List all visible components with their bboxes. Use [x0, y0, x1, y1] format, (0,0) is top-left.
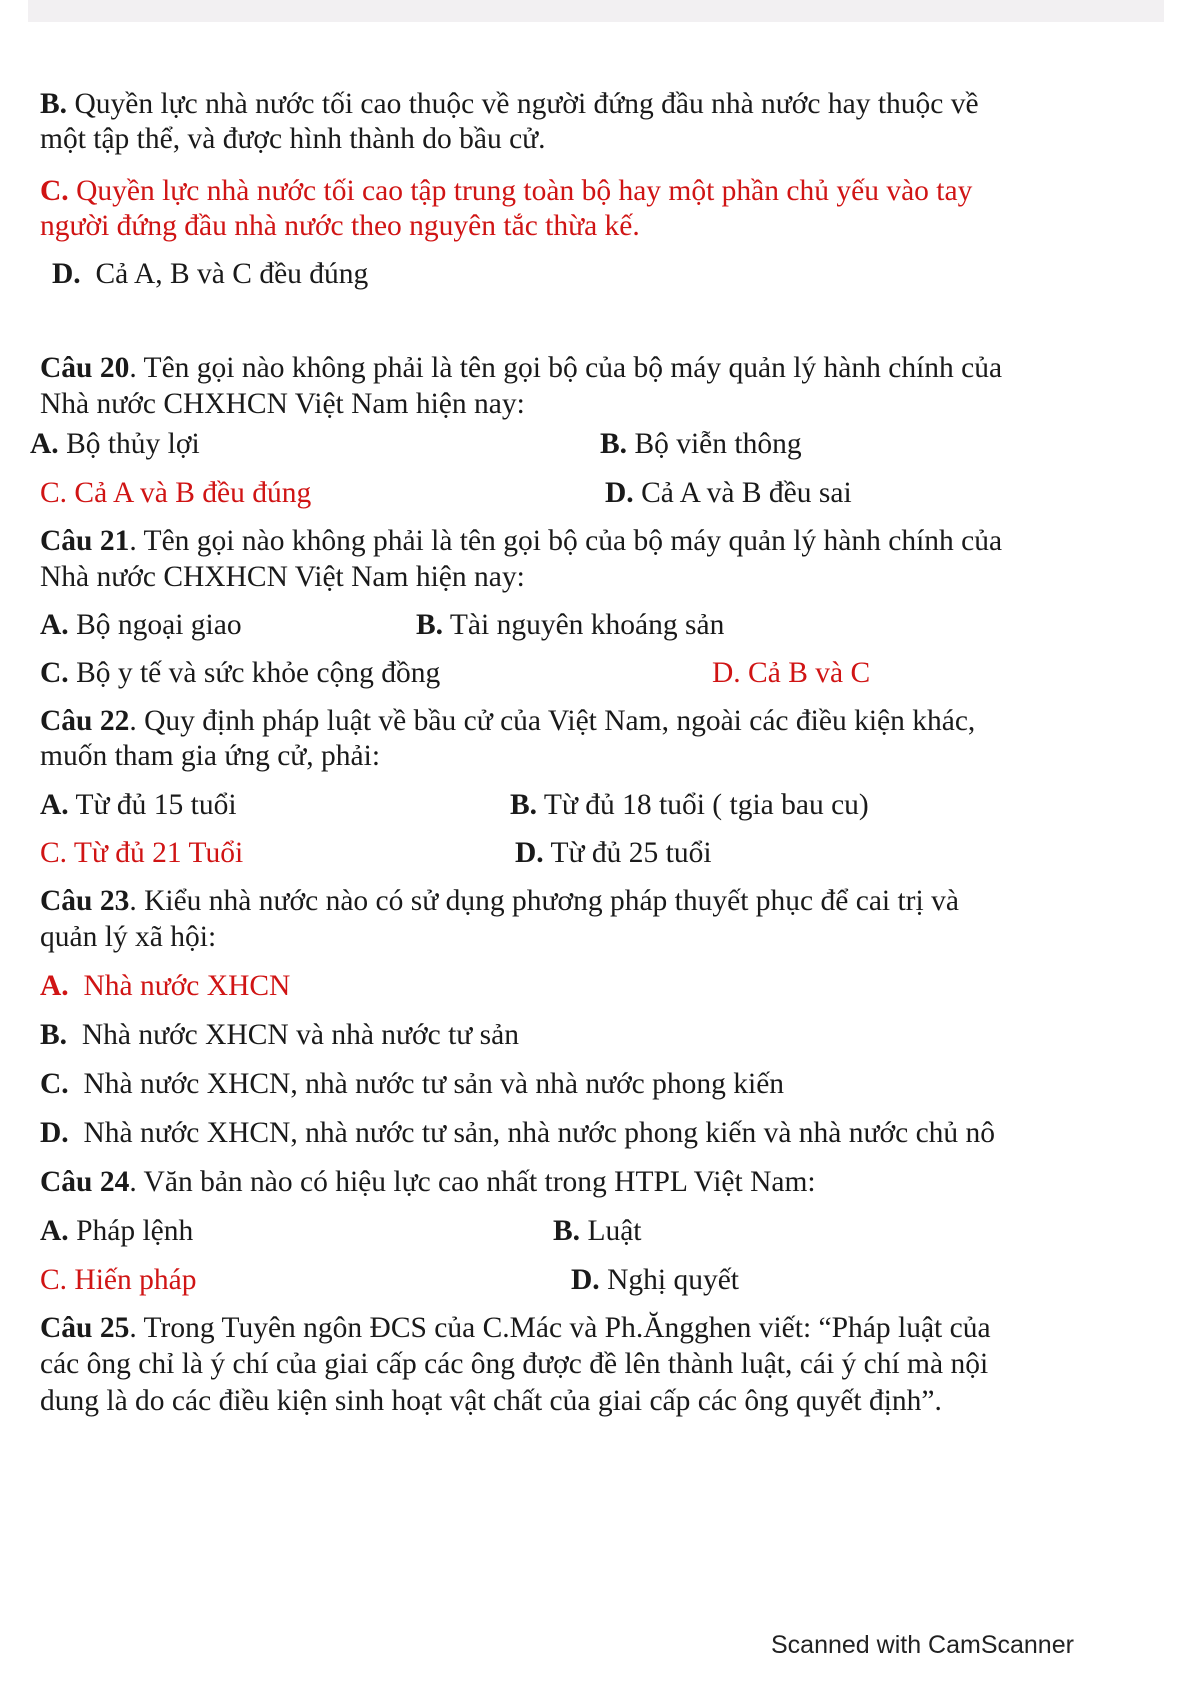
option-text: Nhà nước XHCN, nhà nước tư sản, nhà nước phong kiến và nhà nước chủ nô: [83, 1117, 996, 1149]
option-letter: A.: [40, 609, 69, 641]
q20-option-a: [30, 426, 200, 462]
option-text: Tài nguyên khoáng sản: [443, 609, 725, 641]
q19-option-b-line1: [40, 86, 979, 122]
option-letter: D.: [605, 477, 634, 509]
q22-option-c-answer: C. Từ đủ 21 Tuổi: [40, 837, 244, 869]
q23-option-d: [40, 1115, 995, 1151]
q22-stem-line2: muốn tham gia ứng cử, phải:: [40, 740, 381, 772]
option-text: Luật: [580, 1215, 642, 1247]
q23-option-b: [40, 1017, 519, 1053]
q20-option-b: [600, 426, 802, 462]
q23-stem-line1: [40, 883, 959, 919]
option-letter: A.: [40, 789, 69, 821]
option-letter: B.: [600, 428, 628, 460]
option-letter: D.: [515, 837, 544, 869]
q24-option-c-answer: C. Hiến pháp: [40, 1264, 197, 1296]
top-edge-strip: [28, 0, 1164, 22]
q24-option-b: [553, 1213, 642, 1249]
question-text: . Tên gọi nào không phải là tên gọi bộ của bộ máy quản lý hành chính của: [129, 525, 1003, 557]
question-number: Câu 20: [40, 352, 130, 384]
option-text: Từ đủ 15 tuổi: [68, 789, 237, 821]
question-number: Câu 21: [40, 525, 130, 557]
q25-stem-line1: [40, 1310, 991, 1346]
question-text: . Kiểu nhà nước nào có sử dụng phương pháp thuyết phục để cai trị và: [129, 885, 959, 917]
option-text: Nghị quyết: [599, 1264, 739, 1296]
option-letter: A.: [30, 428, 59, 460]
q25-stem-line2: các ông chỉ là ý chí của giai cấp các ông được đề lên thành luật, cái ý chí mà nội: [40, 1348, 989, 1380]
option-letter: C.: [40, 1068, 69, 1100]
q22-option-d: [515, 835, 712, 871]
question-number: Câu 24: [40, 1166, 130, 1198]
option-letter: C.: [40, 175, 69, 207]
option-letter: B.: [510, 789, 538, 821]
q23-stem-line2: quản lý xã hội:: [40, 921, 217, 953]
option-text: Nhà nước XHCN: [83, 970, 291, 1002]
q25-stem-line3: dung là do các điều kiện sinh hoạt vật chất của giai cấp các ông quyết định”.: [40, 1385, 942, 1417]
scanner-watermark: Scanned with CamScanner: [771, 1631, 1074, 1659]
q22-option-a: [40, 787, 237, 823]
q22-stem-line1: [40, 703, 975, 739]
option-letter: B.: [553, 1215, 581, 1247]
q20-stem-line2: Nhà nước CHXHCN Việt Nam hiện nay:: [40, 388, 525, 420]
question-text: . Văn bản nào có hiệu lực cao nhất trong HTPL Việt Nam:: [129, 1166, 816, 1198]
option-text: Bộ thủy lợi: [58, 428, 200, 460]
q24-option-a: [40, 1213, 193, 1249]
q21-option-c: [40, 655, 440, 691]
question-number: Câu 22: [40, 705, 130, 737]
option-text: Bộ ngoại giao: [68, 609, 242, 641]
question-text: . Tên gọi nào không phải là tên gọi bộ của bộ máy quản lý hành chính của: [129, 352, 1003, 384]
option-letter: A.: [40, 970, 69, 1002]
option-text: Bộ viễn thông: [627, 428, 802, 460]
q21-stem-line2: Nhà nước CHXHCN Việt Nam hiện nay:: [40, 561, 525, 593]
option-letter: B.: [416, 609, 444, 641]
q24-stem: [40, 1164, 816, 1200]
option-text: Quyền lực nhà nước tối cao tập trung toàn bộ hay một phần chủ yếu vào tay: [76, 175, 973, 207]
q21-option-a: [40, 607, 242, 643]
option-letter: B.: [40, 88, 68, 120]
option-letter: B.: [40, 1019, 68, 1051]
option-letter: C.: [40, 657, 69, 689]
q21-option-b: [416, 607, 724, 643]
q19-option-b-line2: một tập thể, và được hình thành do bầu cử.: [40, 123, 546, 155]
option-text: Quyền lực nhà nước tối cao thuộc về người đứng đầu nhà nước hay thuộc về: [74, 88, 979, 120]
option-letter: D.: [40, 1117, 69, 1149]
option-text: Nhà nước XHCN và nhà nước tư sản: [81, 1019, 519, 1051]
q20-option-d: [605, 475, 852, 511]
question-number: Câu 25: [40, 1312, 130, 1344]
q24-option-d: [571, 1262, 739, 1298]
question-text: . Quy định pháp luật về bầu cử của Việt Nam, ngoài các điều kiện khác,: [129, 705, 976, 737]
option-letter: A.: [40, 1215, 69, 1247]
q20-option-c-answer: C. Cả A và B đều đúng: [40, 477, 312, 509]
option-text: Cả A, B và C đều đúng: [95, 258, 369, 290]
option-text: Nhà nước XHCN, nhà nước tư sản và nhà nước phong kiến: [83, 1068, 785, 1100]
option-text: Cả A và B đều sai: [633, 477, 852, 509]
q19-option-d: [52, 256, 368, 292]
option-text: Bộ y tế và sức khỏe cộng đồng: [68, 657, 441, 689]
q23-option-c: [40, 1066, 784, 1102]
question-number: Câu 23: [40, 885, 130, 917]
q21-stem-line1: [40, 523, 1002, 559]
q21-option-d-answer: D. Cả B và C: [712, 657, 871, 689]
option-text: Từ đủ 25 tuổi: [543, 837, 712, 869]
q19-option-c-line1: [40, 173, 972, 209]
q19-option-c-line2: người đứng đầu nhà nước theo nguyên tắc thừa kế.: [40, 210, 640, 242]
option-text: Từ đủ 18 tuổi ( tgia bau cu): [537, 789, 869, 821]
option-text: Pháp lệnh: [68, 1215, 194, 1247]
q23-option-a-answer: [40, 968, 290, 1004]
q20-stem-line1: [40, 350, 1002, 386]
q22-option-b: [510, 787, 869, 823]
option-letter: D.: [571, 1264, 600, 1296]
option-letter: D.: [52, 258, 81, 290]
question-text: . Trong Tuyên ngôn ĐCS của C.Mác và Ph.Ăngghen viết: “Pháp luật của: [129, 1312, 991, 1344]
